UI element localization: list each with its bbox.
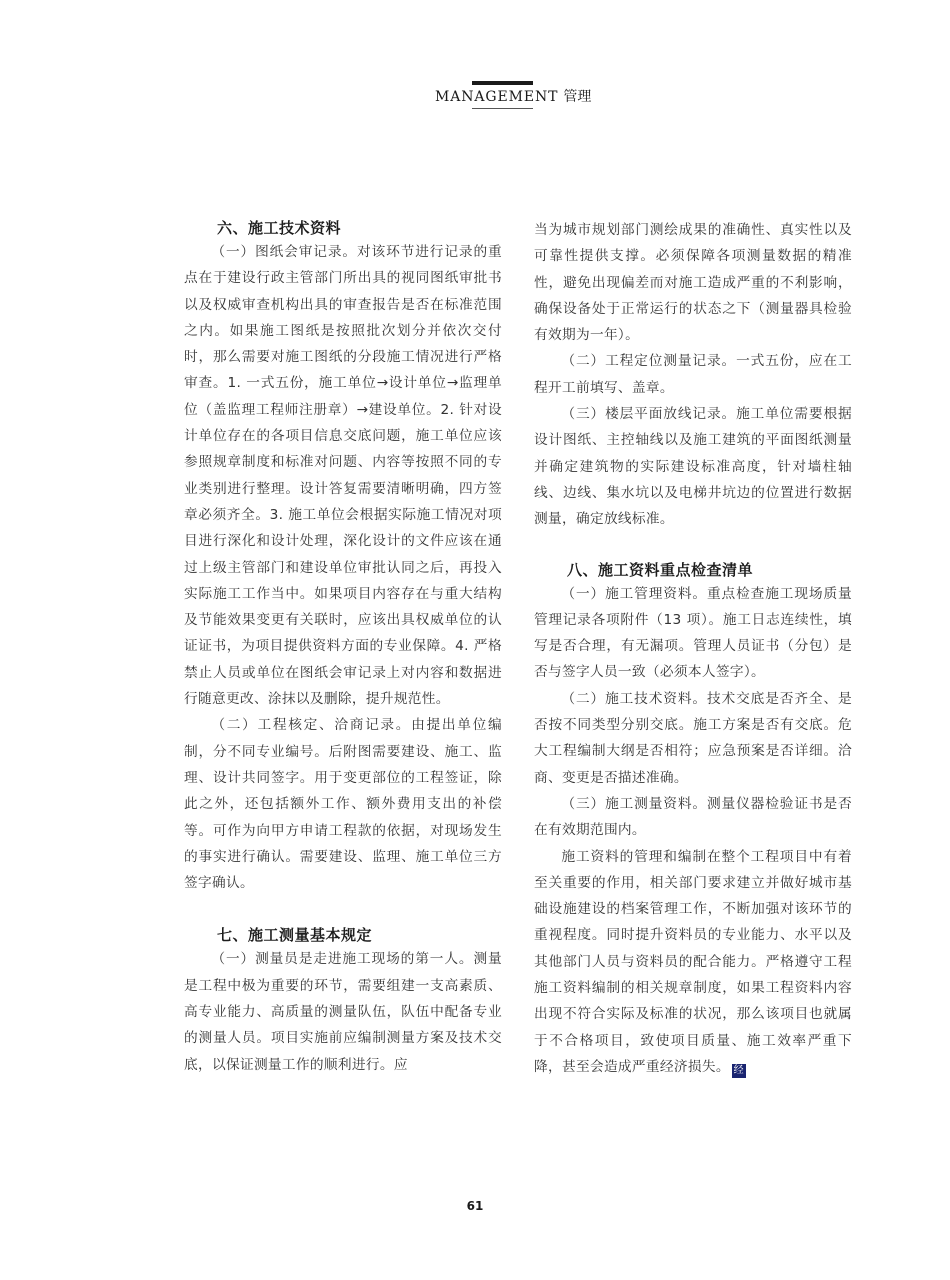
header-top-bar [472, 81, 533, 85]
section-7-paragraph-2: （二）工程定位测量记录。一式五份，应在工程开工前填写、盖章。 [534, 353, 852, 396]
section-title-cn: 管理 [563, 89, 592, 105]
conclusion-paragraph [534, 844, 852, 1081]
header-underline [472, 108, 533, 109]
section-7-heading: 七、施工测量基本规定 [217, 926, 373, 945]
section-8-paragraph-1: （一）施工管理资料。重点检查施工现场质量管理记录各项附件（13 项）。施工日志连续性，填写是否合理，有无漏项。管理人员证书（分包）是否与签字人员一致（必须本人签字）。 [534, 585, 852, 681]
section-6-paragraph-1: （一）图纸会审记录。对该环节进行记录的重点在于建设行政主管部门所出具的视同图纸审批书以及权威审查机构出具的审查报告是否在标准范围之内。如果施工图纸是按照批次划分并依次交付时，那么需要对施工图纸的分段施工情况进行严格审查。1. 一式五份，施工单位→设计单位→监理单位（盖监理工程师注册章）→建设单位。2. 针对设计单位存在的各项目信息交底问题，施工单位应该参照规章制度和标准对问题、内容等按照不同的专业类别进行整理。设计答复需要清晰明确，四方签章必须齐全。3. 施工单位会根据实际施工情况对项目进行深化和设计处理，深化设计的文件应该在通过上级主管部门和建设单位审批认同之后，再投入实际施工工作当中。如果项目内容存在与重大结构及节能效果变更有关联时，应该出具权威单位的认证证书，为项目提供资料方面的专业保障。4. 严格禁止人员或单位在图纸会审记录上对内容和数据进行随意更改、涂抹以及删除，提升规范性。 [184, 244, 502, 708]
right-column [534, 217, 852, 1080]
section-7-paragraph-1-continued: 当为城市规划部门测绘成果的准确性、真实性以及可靠性提供支撑。必须保障各项测量数据的精准性，避免出现偏差而对施工造成严重的不利影响，确保设备处于正常运行的状态之下（测量器具检验有效期为一年）。 [534, 222, 852, 344]
page-number: 61 [466, 1199, 484, 1213]
section-title [435, 87, 591, 107]
section-8-heading: 八、施工资料重点检查清单 [567, 560, 754, 579]
section-7-paragraph-3: （三）楼层平面放线记录。施工单位需要根据设计图纸、主控轴线以及施工建筑的平面图纸测量并确定建筑物的实际建设标准高度，针对墙柱轴线、边线、集水坑以及电梯井坑边的位置进行数据测量，确定放线标准。 [534, 406, 852, 528]
section-title-latin: MANAGEMENT [435, 89, 559, 105]
section-8-paragraph-2: （二）施工技术资料。技术交底是否齐全、是否按不同类型分别交底。施工方案是否有交底。危大工程编制大纲是否相符；应急预案是否详细。洽商、变更是否描述准确。 [534, 690, 852, 786]
section-7-paragraph-1: （一）测量员是走进施工现场的第一人。测量是工程中极为重要的环节，需要组建一支高素质、高专业能力、高质量的测量队伍，队伍中配备专业的测量人员。项目实施前应编制测量方案及技术交底，以保证测量工作的顺利进行。应 [184, 951, 502, 1073]
conclusion-text: 施工资料的管理和编制在整个工程项目中有着至关重要的作用，相关部门要求建立并做好城市基础设施建设的档案管理工作，不断加强对该环节的重视程度。同时提升资料员的专业能力、水平以及其他部门人员与资料员的配合能力。严格遵守工程施工资料编制的相关规章制度，如果工程资料内容出现不符合实际及标准的状况，那么该项目也就属于不合格项目，致使项目质量、施工效率严重下降，甚至会造成严重经济损失。 [534, 848, 852, 1075]
section-8-paragraph-3: （三）施工测量资料。测量仪器检验证书是否在有效期范围内。 [534, 795, 852, 839]
section-6-heading: 六、施工技术资料 [217, 219, 342, 237]
section-spacer [184, 896, 502, 924]
section-6-paragraph-2: （二）工程核定、洽商记录。由提出单位编制，分不同专业编号。后附图需要建设、施工、监理、设计共同签字。用于变更部位的工程签证，除此之外，还包括额外工作、额外费用支出的补偿等。可作为向甲方申请工程款的依据，对现场发生的事实进行确认。需要建设、监理、施工单位三方签字确认。 [184, 717, 502, 892]
section-spacer [534, 533, 852, 559]
left-column [184, 217, 502, 1078]
end-of-article-mark: 经 [733, 1064, 744, 1076]
